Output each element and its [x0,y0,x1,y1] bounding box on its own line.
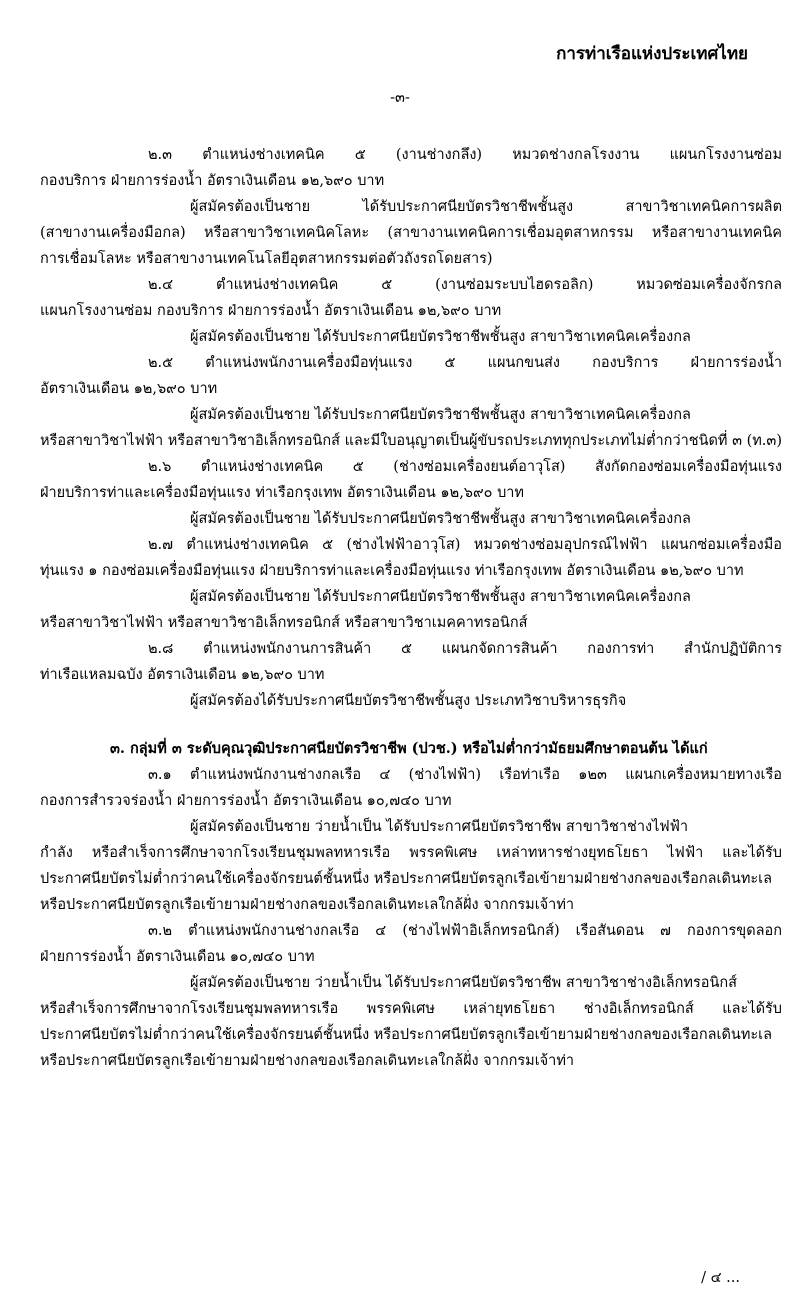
item-2-3-qualification-cont: (สาขางานเครื่องมือกล) หรือสาขาวิชาเทคนิคโลหะ (สาขางานเทคนิคการเชื่อมอุตสาหกรรม หรือสาขางานเทคนิค [40,225,782,241]
section-3-heading: ๓. กลุ่มที่ ๓ ระดับคุณวุฒิประกาศนียบัตรวิชาชีพ (ปวช.) หรือไม่ต่ำกว่ามัธยมศึกษาตอนต้น ได้แก่ [110,740,708,757]
item-2-6-title-cont: ฝ่ายบริการท่าและเครื่องมือทุ่นแรง ท่าเรือกรุงเทพ อัตราเงินเดือน ๑๒,๖๙๐ บาท [40,485,524,501]
item-2-3-title-cont: กองบริการ ฝ่ายการร่องน้ำ อัตราเงินเดือน ๑๒,๖๙๐ บาท [40,173,385,189]
item-2-3-qualification-cont: การเชื่อมโลหะ หรือสาขางานเทคโนโลยีอุตสาหกรรมต่อตัวถังรถโดยสาร) [40,251,493,267]
item-2-6-qualification: ผู้สมัครต้องเป็นชาย ได้รับประกาศนียบัตรวิชาชีพชั้นสูง สาขาวิชาเทคนิคเครื่องกล [190,511,691,527]
organization-header: การท่าเรือแห่งประเทศไทย [556,44,748,64]
item-2-7-qualification-cont: หรือสาขาวิชาไฟฟ้า หรือสาขาวิชาอิเล็กทรอนิกส์ หรือสาขาวิชาเมคคาทรอนิกส์ [40,615,528,631]
item-3-1-title-cont: กองการสำรวจร่องน้ำ ฝ่ายการร่องน้ำ อัตราเงินเดือน ๑๐,๗๔๐ บาท [40,793,452,809]
item-2-3-title: ๒.๓ ตำแหน่งช่างเทคนิค ๕ (งานช่างกลึง) หมวดช่างกลโรงงาน แผนกโรงงานซ่อม [148,147,782,163]
item-2-7-title: ๒.๗ ตำแหน่งช่างเทคนิค ๕ (ช่างไฟฟ้าอาวุโส) หมวดช่างซ่อมอุปกรณ์ไฟฟ้า แผนกซ่อมเครื่องมือ [148,537,782,553]
item-3-1-qualification: ผู้สมัครต้องเป็นชาย ว่ายน้ำเป็น ได้รับประกาศนียบัตรวิชาชีพ สาขาวิชาช่างไฟฟ้า [190,819,689,835]
item-3-2-qualification: ผู้สมัครต้องเป็นชาย ว่ายน้ำเป็น ได้รับประกาศนียบัตรวิชาชีพ สาขาวิชาช่างอิเล็กทรอนิกส์ [190,975,737,991]
item-3-1-qualification-cont: ประกาศนียบัตรไม่ต่ำกว่าคนใช้เครื่องจักรยนต์ชั้นหนึ่ง หรือประกาศนียบัตรลูกเรือเข้ายามฝ่ายช่างกลของเรือกลเดินทะเล [40,871,773,887]
item-2-5-qualification-cont: หรือสาขาวิชาไฟฟ้า หรือสาขาวิชาอิเล็กทรอนิกส์ และมีใบอนุญาตเป็นผู้ขับรถประเภททุกประเภทไม่ต่ำกว่าชนิดที่ ๓ (ท.๓) [40,433,782,449]
document-body [40,142,782,1074]
item-2-6-title: ๒.๖ ตำแหน่งช่างเทคนิค ๕ (ช่างซ่อมเครื่องยนต์อาวุโส) สังกัดกองซ่อมเครื่องมือทุ่นแรง [148,459,782,475]
item-3-1-title: ๓.๑ ตำแหน่งพนักงานช่างกลเรือ ๔ (ช่างไฟฟ้า) เรือท่าเรือ ๑๒๓ แผนกเครื่องหมายทางเรือ [148,767,782,783]
item-3-2-qualification-cont: หรือประกาศนียบัตรลูกเรือเข้ายามฝ่ายช่างกลของเรือกลเดินทะเลใกล้ฝั่ง จากกรมเจ้าท่า [40,1053,575,1069]
item-2-7-title-cont: ทุ่นแรง ๑ กองซ่อมเครื่องมือทุ่นแรง ฝ่ายบริการท่าและเครื่องมือทุ่นแรง ท่าเรือกรุงเทพ อัตราเงินเดือน ๑๒,๖๙๐ บาท [40,563,744,579]
item-2-4-title: ๒.๔ ตำแหน่งช่างเทคนิค ๕ (งานซ่อมระบบไฮดรอลิก) หมวดซ่อมเครื่องจักรกล [148,277,782,293]
item-2-7-qualification: ผู้สมัครต้องเป็นชาย ได้รับประกาศนียบัตรวิชาชีพชั้นสูง สาขาวิชาเทคนิคเครื่องกล [190,589,691,605]
item-3-2-title-cont: ฝ่ายการร่องน้ำ อัตราเงินเดือน ๑๐,๗๔๐ บาท [40,949,315,965]
item-3-2-qualification-cont: หรือสำเร็จการศึกษาจากโรงเรียนชุมพลทหารเรือ พรรคพิเศษ เหล่ายุทธโยธา ช่างอิเล็กทรอนิกส์ และได้รับ [40,1001,782,1017]
item-3-1-qualification-cont: กำลัง หรือสำเร็จการศึกษาจากโรงเรียนชุมพลทหารเรือ พรรคพิเศษ เหล่าทหารช่างยุทธโยธา ไฟฟ้า และได้รับ [40,845,782,861]
page-number: -๓- [390,90,410,106]
item-2-4-title-cont: แผนกโรงงานซ่อม กองบริการ ฝ่ายการร่องน้ำ อัตราเงินเดือน ๑๒,๖๙๐ บาท [40,303,502,319]
item-2-8-title: ๒.๘ ตำแหน่งพนักงานการสินค้า ๕ แผนกจัดการสินค้า กองการท่า สำนักปฏิบัติการ [148,641,782,657]
item-2-8-qualification: ผู้สมัครต้องได้รับประกาศนียบัตรวิชาชีพชั้นสูง ประเภทวิชาบริหารธุรกิจ [190,693,627,709]
item-2-5-title: ๒.๕ ตำแหน่งพนักงานเครื่องมือทุ่นแรง ๕ แผนกขนส่ง กองบริการ ฝ่ายการร่องน้ำ [148,355,782,371]
item-2-4-qualification: ผู้สมัครต้องเป็นชาย ได้รับประกาศนียบัตรวิชาชีพชั้นสูง สาขาวิชาเทคนิคเครื่องกล [190,329,691,345]
item-2-3-qualification: ผู้สมัครต้องเป็นชาย ได้รับประกาศนียบัตรวิชาชีพชั้นสูง สาขาวิชาเทคนิคการผลิต [190,199,782,215]
item-3-2-qualification-cont: ประกาศนียบัตรไม่ต่ำกว่าคนใช้เครื่องจักรยนต์ชั้นหนึ่ง หรือประกาศนียบัตรลูกเรือเข้ายามฝ่ายช่างกลของเรือกลเดินทะเล [40,1027,773,1043]
next-page-marker: / ๔ ... [701,1270,740,1286]
item-2-5-title-cont: อัตราเงินเดือน ๑๒,๖๙๐ บาท [40,381,218,397]
item-3-2-title: ๓.๒ ตำแหน่งพนักงานช่างกลเรือ ๔ (ช่างไฟฟ้าอิเล็กทรอนิกส์) เรือสันดอน ๗ กองการขุดลอก [148,923,782,939]
item-3-1-qualification-cont: หรือประกาศนียบัตรลูกเรือเข้ายามฝ่ายช่างกลของเรือกลเดินทะเลใกล้ฝั่ง จากกรมเจ้าท่า [40,897,575,913]
item-2-8-title-cont: ท่าเรือแหลมฉบัง อัตราเงินเดือน ๑๒,๖๙๐ บาท [40,667,325,683]
item-2-5-qualification: ผู้สมัครต้องเป็นชาย ได้รับประกาศนียบัตรวิชาชีพชั้นสูง สาขาวิชาเทคนิคเครื่องกล [190,407,691,423]
